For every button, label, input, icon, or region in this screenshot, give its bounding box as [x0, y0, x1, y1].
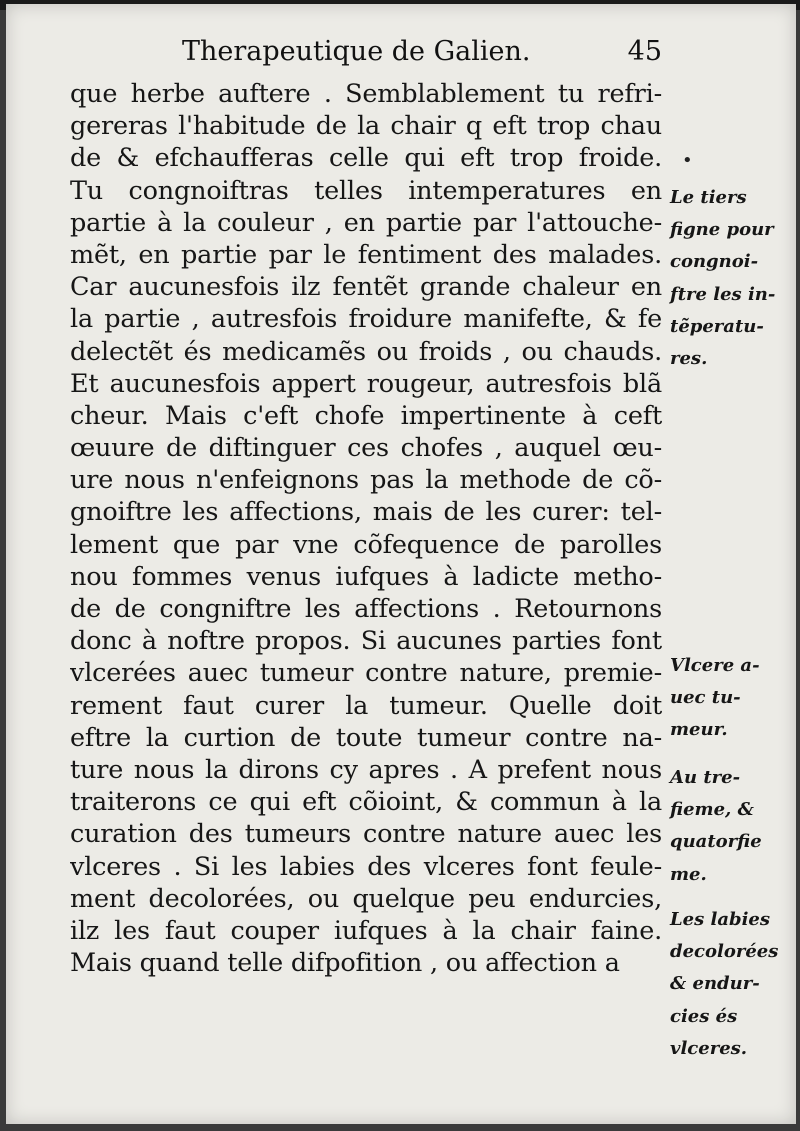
margin-note-line: fieme, & [670, 799, 754, 821]
text-line: eftre la curtion de toute tumeur contre na- [70, 722, 662, 753]
margin-note-line: Les labies [670, 909, 771, 930]
main-text-block [70, 78, 662, 979]
text-line: rement faut curer la tumeur. Quelle doit [70, 690, 662, 721]
margin-note-line: congnoi- [670, 251, 759, 273]
text-line: de & efchaufferas celle qui eft trop froide. [70, 143, 662, 174]
margin-note-line: quatorfie [670, 831, 762, 853]
text-line: nou fommes venus iufques à ladicte metho- [70, 561, 662, 592]
text-line: que herbe auftere . Semblablement tu refri- [70, 79, 662, 109]
running-title: Therapeutique de Galien. [182, 36, 531, 67]
margin-note-line: & endur- [670, 973, 760, 995]
margin-note-line: decolorées [670, 941, 779, 963]
margin-note-line: tẽperatu- [670, 315, 764, 337]
text-line: gnoiftre les affections, mais de les curer: tel- [70, 497, 662, 528]
margin-note-line: uec tu- [670, 687, 741, 709]
text-line: ture nous la dirons cy apres . A prefent nous [70, 754, 662, 785]
margin-note-line: Le tiers [670, 187, 747, 208]
text-line: œuure de diftinguer ces chofes , auquel œu- [70, 433, 662, 464]
margin-note-line: ftre les in- [670, 283, 776, 305]
margin-note-line: me. [670, 863, 707, 885]
text-line: Tu congnoiftras telles intemperatures en [70, 175, 662, 206]
text-line: mẽt, en partie par le fentiment des malades. [70, 239, 662, 270]
text-line: gereras l'habitude de la chair q eft trop chau [70, 111, 662, 142]
text-line: la partie , autresfois froidure manifefte, & fe [70, 304, 662, 335]
text-line: ment decolorées, ou quelque peu endurcies, [70, 883, 662, 914]
margin-note-line: figne pour [670, 219, 774, 241]
text-line: lement que par vne cõfequence de parolles [70, 529, 662, 560]
text-line: ure nous n'enfeignons pas la methode de cõ- [70, 465, 662, 496]
book-page [6, 4, 796, 1124]
text-line: cheur. Mais c'eft chofe impertinente à ceft [70, 400, 662, 431]
margin-note-tresieme [670, 762, 800, 891]
text-line: Et aucunesfois appert rougeur, autresfois blã [70, 368, 662, 399]
margin-note-line: Vlcere a- [670, 655, 760, 676]
margin-note-tiers-signe [670, 182, 800, 375]
page-header [182, 36, 662, 76]
margin-bullet: • [682, 150, 693, 171]
margin-note-line: cies és [670, 1005, 738, 1027]
text-line: traiterons ce qui eft cõioint, & commun à la [70, 787, 662, 818]
margin-note-line: res. [670, 347, 708, 369]
margin-note-line: vlceres. [670, 1037, 748, 1059]
text-line: de de congniftre les affections . Retournons [70, 594, 662, 624]
text-line: delectẽt és medicamẽs ou froids , ou chauds. [70, 336, 662, 367]
margin-note-vlcere-tumeur [670, 650, 800, 747]
page-number: 45 [627, 36, 662, 67]
text-line: Mais quand telle difpofition , ou affection a [70, 948, 620, 979]
text-line: vlcerées auec tumeur contre nature, premie- [70, 658, 662, 689]
text-line: partie à la couleur , en partie par l'attouche- [70, 207, 662, 238]
text-line: donc à noftre propos. Si aucunes parties font [70, 626, 662, 657]
text-line: Car aucunesfois ilz fentẽt grande chaleur en [70, 272, 662, 303]
text-line: curation des tumeurs contre nature auec les [70, 819, 662, 850]
text-line: vlceres . Si les labies des vlceres font feule- [70, 851, 662, 882]
margin-note-line: Au tre- [670, 767, 741, 788]
text-line: ilz les faut couper iufques à la chair faine. [70, 915, 662, 946]
margin-note-labies [670, 904, 800, 1065]
margin-note-line: meur. [670, 719, 728, 741]
